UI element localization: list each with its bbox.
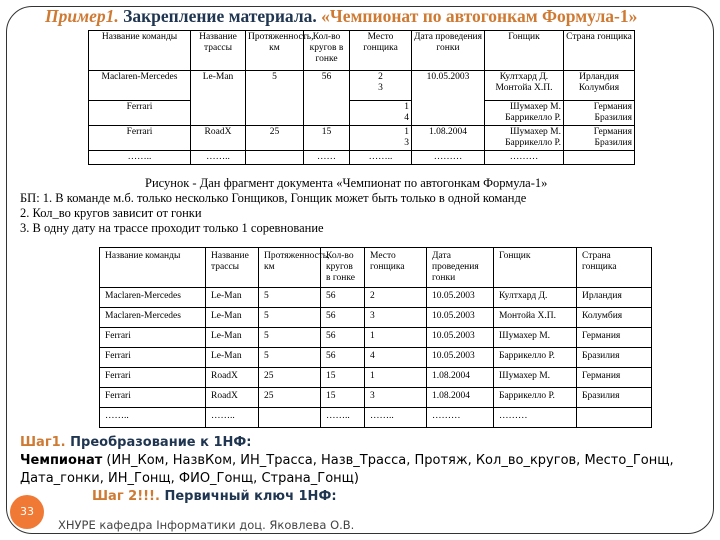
cell <box>246 151 304 165</box>
cell: 56 <box>321 328 365 348</box>
cell: Баррикелло Р. <box>494 388 577 408</box>
table-row <box>89 101 635 126</box>
cell: 5 <box>259 328 321 348</box>
table-row <box>100 328 652 348</box>
column-header: Гонщик <box>494 248 577 288</box>
cell: …….. <box>321 408 365 428</box>
cell: 4 <box>365 348 427 368</box>
cell: Шумахер М. <box>494 328 577 348</box>
cell: 10.05.2003 <box>427 308 494 328</box>
cell: Maclaren-Mercedes <box>89 71 191 101</box>
cell: Култхард Д. Монтойа Х.П. <box>485 71 564 101</box>
rule: 2. Кол_во кругов зависит от гонки <box>20 206 202 220</box>
cell: Maclaren-Mercedes <box>100 288 206 308</box>
slide-number: 33 <box>10 495 44 529</box>
rule: БП: 1. В команде м.б. только несколько Гонщиков, Гонщик может быть только в одной команде <box>20 191 527 205</box>
table-row <box>100 388 652 408</box>
cell: ……… <box>494 408 577 428</box>
cell: RoadX <box>206 388 259 408</box>
header-row <box>89 31 635 71</box>
column-header: Дата проведения гонки <box>427 248 494 288</box>
column-header: Кол-во кругов в гонке <box>304 31 350 71</box>
table-row <box>89 71 635 101</box>
table-row <box>100 348 652 368</box>
cell <box>259 408 321 428</box>
cell: 1 3 <box>350 126 412 151</box>
cell: Ferrari <box>100 328 206 348</box>
cell: RoadX <box>206 368 259 388</box>
business-rules <box>20 191 526 236</box>
cell: 25 <box>259 368 321 388</box>
cell: …….. <box>365 408 427 428</box>
cell: RoadX <box>191 126 246 151</box>
table-row <box>89 126 635 151</box>
cell: Ирландия Колумбия <box>564 71 635 101</box>
cell: Баррикелло Р. <box>494 348 577 368</box>
cell: 25 <box>259 388 321 408</box>
slide-title: Пример1. Закрепление материала. «Чемпионат по автогонкам Формула-1» <box>45 6 638 26</box>
column-header: Гонщик <box>485 31 564 71</box>
cell: Maclaren-Mercedes <box>100 308 206 328</box>
cell: Германия <box>577 328 652 348</box>
column-header: Страна гонщика <box>564 31 635 71</box>
cell: 3 <box>365 388 427 408</box>
cell: 25 <box>246 126 304 151</box>
cell: Култхард Д. <box>494 288 577 308</box>
column-header: Протяженность, км <box>246 31 304 71</box>
table-row <box>100 288 652 308</box>
cell: Шумахер М. Баррикелло Р. <box>485 101 564 126</box>
cell: 56 <box>321 348 365 368</box>
cell: 2 <box>365 288 427 308</box>
column-header: Название команды <box>89 31 191 71</box>
cell: …….. <box>100 408 206 428</box>
cell: Шумахер М. Баррикелло Р. <box>485 126 564 151</box>
cell: …… <box>304 151 350 165</box>
cell: ……… <box>485 151 564 165</box>
cell: Германия <box>577 368 652 388</box>
rule: 3. В одну дату на трассе проходит только 1 соревнование <box>20 221 324 235</box>
column-header: Название трассы <box>191 31 246 71</box>
cell: Ferrari <box>100 348 206 368</box>
cell: …….. <box>206 408 259 428</box>
table-row <box>100 308 652 328</box>
cell: 10.05.2003 <box>412 71 485 126</box>
table-row <box>100 368 652 388</box>
cell: 10.05.2003 <box>427 288 494 308</box>
column-header: Место гонщика <box>350 31 412 71</box>
cell: 1.08.2004 <box>427 368 494 388</box>
cell: Ferrari <box>89 126 191 151</box>
cell: Le-Man <box>191 71 246 126</box>
cell: 15 <box>304 126 350 151</box>
cell: Le-Man <box>206 288 259 308</box>
table-row <box>100 408 652 428</box>
column-header: Место гонщика <box>365 248 427 288</box>
cell: Le-Man <box>206 308 259 328</box>
column-header: Название команды <box>100 248 206 288</box>
cell: 3 <box>365 308 427 328</box>
cell: 5 <box>259 348 321 368</box>
cell: 5 <box>259 308 321 328</box>
cell: 56 <box>321 288 365 308</box>
cell: 1.08.2004 <box>427 388 494 408</box>
cell: Le-Man <box>206 328 259 348</box>
cell: ……… <box>412 151 485 165</box>
cell: 1 <box>365 368 427 388</box>
cell: 2 3 <box>350 71 412 101</box>
footer: ХНУРЕ кафедра Інформатики доц. Яковлева О.В. <box>58 518 355 532</box>
cell: 56 <box>304 71 350 126</box>
cell: Le-Man <box>206 348 259 368</box>
cell: 15 <box>321 388 365 408</box>
column-header: Дата проведения гонки <box>412 31 485 71</box>
cell: ……… <box>427 408 494 428</box>
cell: Колумбия <box>577 308 652 328</box>
cell: 5 <box>259 288 321 308</box>
cell: 5 <box>246 71 304 126</box>
cell: Германия Бразилия <box>564 126 635 151</box>
cell: 10.05.2003 <box>427 328 494 348</box>
cell: Бразилия <box>577 348 652 368</box>
cell: Бразилия <box>577 388 652 408</box>
cell: 15 <box>321 368 365 388</box>
1nf-table <box>99 247 652 428</box>
cell: 10.05.2003 <box>427 348 494 368</box>
column-header: Протяженность, км <box>259 248 321 288</box>
cell: Шумахер М. <box>494 368 577 388</box>
cell: Ferrari <box>100 388 206 408</box>
cell: Ferrari <box>89 101 191 126</box>
cell <box>564 151 635 165</box>
steps-text: Шаг1. Преобразование к 1НФ: Чемпионат (ИН_Ком, НазвКом, ИН_Трасса, Назв_Трасса, Протяж, Кол_во_кругов, Место_Гонщ, Дата_гонки, ИН_Гонщ, ФИО_Гонщ, Страна_Гонщ) Шаг 2!!!. Первичный ключ 1НФ: <box>20 435 674 504</box>
cell: …….. <box>350 151 412 165</box>
cell: Монтойа Х.П. <box>494 308 577 328</box>
cell <box>577 408 652 428</box>
cell: …….. <box>191 151 246 165</box>
cell: 56 <box>321 308 365 328</box>
cell: Ferrari <box>100 368 206 388</box>
cell: Германия Бразилия <box>564 101 635 126</box>
figure-caption: Рисунок - Дан фрагмент документа «Чемпионат по автогонкам Формула-1» <box>145 176 548 190</box>
cell: 1 4 <box>350 101 412 126</box>
column-header: Страна гонщика <box>577 248 652 288</box>
header-row <box>100 248 652 288</box>
cell: 1.08.2004 <box>412 126 485 151</box>
column-header: Название трассы <box>206 248 259 288</box>
cell: …….. <box>89 151 191 165</box>
cell: 1 <box>365 328 427 348</box>
table-row <box>89 151 635 165</box>
denormalized-table <box>88 30 635 165</box>
cell: Ирландия <box>577 288 652 308</box>
column-header: Кол-во кругов в гонке <box>321 248 365 288</box>
